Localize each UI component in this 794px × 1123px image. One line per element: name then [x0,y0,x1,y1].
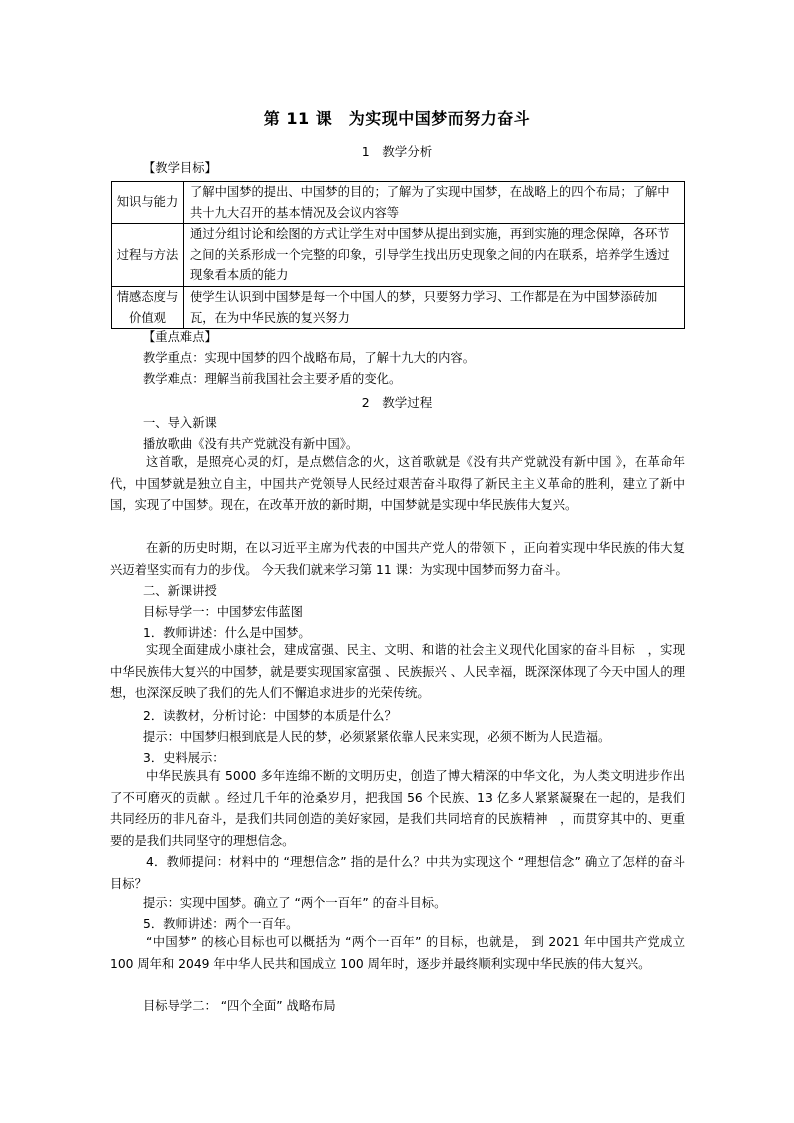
table-cell-text: 使学生认识到中国梦是每一个中国人的梦，只要努力学习、工作都是在为中国梦添砖加瓦，在为中华民族的复兴努力 [184,287,685,329]
goal-2-heading: 目标导学二： “四个全面” 战略布局 [143,999,336,1013]
intro-paragraph-2: 在新的历史时期，在以习近平主席为代表的中国共产党人的带领下 ，正向着实现中华民族的伟大复兴迈着坚实而有力的步伐。 今天我们就来学习第 11 课：为实现中国梦而努力奋斗。 [110,541,685,577]
goal-1-heading: 目标导学一：中国梦宏伟蓝图 [143,605,303,619]
item-3-heading: 3．史料展示： [143,751,225,765]
objectives-heading: 【教学目标】 [143,161,217,175]
section-heading-analysis: 1 教学分析 [361,144,433,159]
intro-paragraph-1: 这首歌，是照亮心灵的灯，是点燃信念的火，这首歌就是《没有共产党就没有新中国 》，在革命年代，中国梦就是独立自主，中国共产党领导人民经过艰苦奋斗取得了新民主主义革命的胜利，建立了新中国，实现了中国梦。现在，在改革开放的新时期，中国梦就是实现中华民族伟大复兴。 [110,455,685,513]
key-points-heading: 【重点难点】 [143,330,217,344]
table-row [112,224,685,287]
item-2-heading: 2．读教材，分析讨论：中国梦的本质是什么？ [143,709,397,723]
table-cell-label: 情感态度与价值观 [112,287,184,329]
section-heading-process: 2 教学过程 [361,395,433,410]
table-cell-text: 通过分组讨论和绘图的方式让学生对中国梦从提出到实施，再到实施的理念保障，各环节之间的关系形成一个完整的印象，引导学生找出历史现象之间的内在联系，培养学生透过现象看本质的能力 [184,224,685,287]
item-3-paragraph: 中华民族具有 5000 多年连绵不断的文明历史，创造了博大精深的中华文化，为人类文明进步作出了不可磨灭的贡献 。经过几千年的沧桑岁月，把我国 56 个民族、13 亿多人紧紧凝聚在一起的，是我们共同经历的非凡奋斗，是我们共同创造的美好家园，是我们共同培育的民族精神 ，而贯穿其中的、更重要的是我们共同坚守的理想信念。 [110,769,685,848]
key-point-text: 教学重点：实现中国梦的四个战略布局，了解十九大的内容。 [143,351,476,365]
item-2-hint: 提示：中国梦归根到底是人民的梦，必须紧紧依靠人民来实现，必须不断为人民造福。 [143,730,611,744]
item-5-heading: 5．教师讲述：两个一百年。 [143,917,299,931]
page-title: 第 11 课 为实现中国梦而努力奋斗 [263,109,531,128]
table-cell-label: 过程与方法 [112,224,184,287]
item-4-question: 4．教师提问：材料中的 “理想信念” 指的是什么？中共为实现这个 “理想信念” 确立了怎样的奋斗目标？ [110,855,685,891]
table-cell-label: 知识与能力 [112,182,184,224]
item-5-paragraph: “中国梦” 的核心目标也可以概括为 “两个一百年” 的目标，也就是， 到 2021 年中国共产党成立 100 周年和 2049 年中华人民共和国成立 100 周年时，逐步并最终顺利实现中华民族的伟大复兴。 [110,935,685,971]
item-4-hint: 提示：实现中国梦。确立了 “两个一百年” 的奋斗目标。 [143,896,447,910]
table-row [112,182,685,224]
new-lesson-heading: 二、新课讲授 [143,584,217,598]
intro-heading: 一、导入新课 [143,416,217,430]
item-1-heading: 1．教师讲述：什么是中国梦。 [143,626,311,640]
objectives-table [111,181,685,329]
table-row [112,287,685,329]
difficult-point-text: 教学难点：理解当前我国社会主要矛盾的变化。 [143,372,402,386]
table-cell-text: 了解中国梦的提出、中国梦的目的；了解为了实现中国梦，在战略上的四个布局；了解中共十九大召开的基本情况及会议内容等 [184,182,685,224]
intro-song-text: 播放歌曲《没有共产党就没有新中国》。 [143,437,359,451]
item-1-paragraph: 实现全面建成小康社会，建成富强、民主、文明、和谐的社会主义现代化国家的奋斗目标 ，实现中华民族伟大复兴的中国梦，就是要实现国家富强 、民族振兴 、人民幸福，既深深体现了今天中国人的理想，也深深反映了我们的先人们不懈追求进步的光荣传统。 [110,643,685,701]
